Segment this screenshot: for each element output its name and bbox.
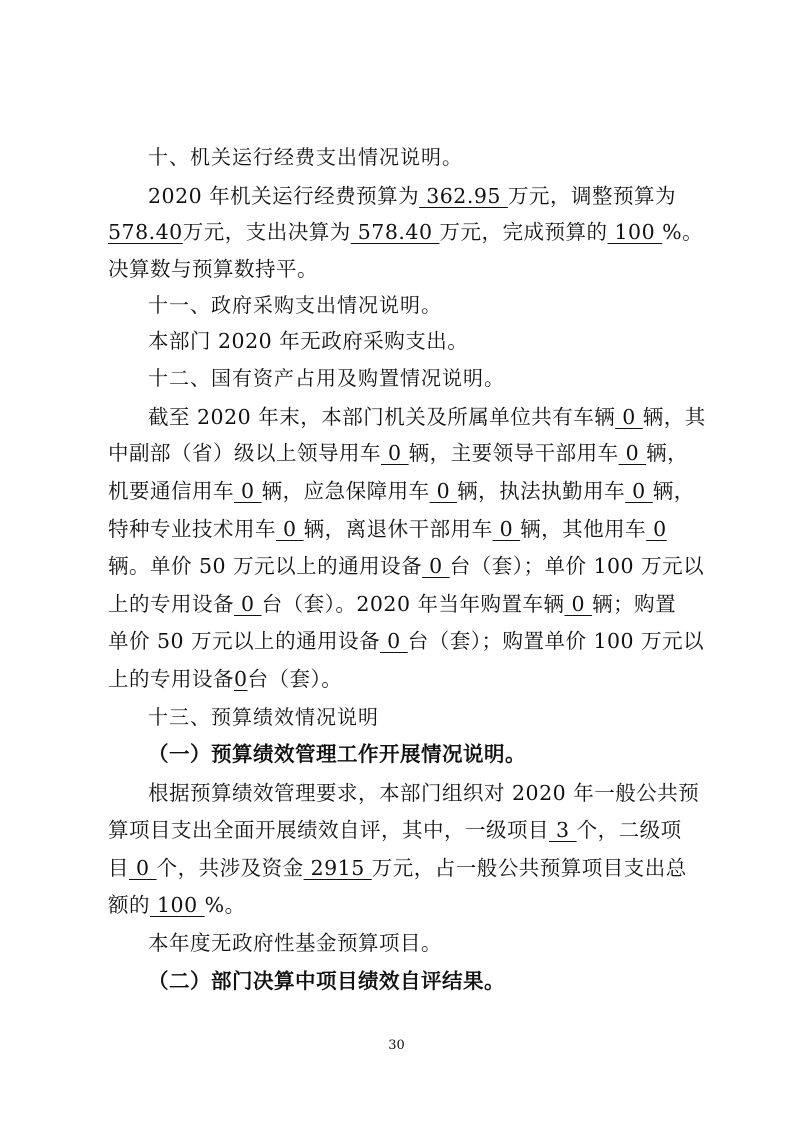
section-12-line-4	[108, 515, 667, 543]
section-13-line-1: 根据预算绩效管理要求，本部门组织对 2020 年一般公共预	[148, 781, 700, 805]
text: 辆，执法执勤用车	[457, 479, 626, 503]
value: 0	[625, 479, 653, 503]
section-12-line-6	[108, 590, 676, 618]
value: 0	[234, 667, 248, 691]
text: 台（套）；购置单价 100 万元以	[407, 629, 705, 653]
value: 0	[646, 517, 667, 541]
completion-percent: 100	[607, 220, 663, 244]
value: 0	[618, 441, 647, 465]
value: 0	[129, 856, 157, 880]
text: 辆，应急保障用车	[261, 479, 430, 503]
final-expenditure-value: 578.40	[350, 220, 440, 244]
section-10-line-2	[108, 218, 703, 246]
text: 中副部（省）级以上领导用车	[108, 441, 381, 465]
text: 辆，	[652, 479, 695, 503]
value: 0	[429, 479, 458, 503]
text: 个，共涉及资金	[156, 856, 304, 880]
value: 0	[276, 517, 304, 541]
value: 0	[234, 479, 262, 503]
text: 万元，支出决算为	[182, 220, 351, 244]
section-11-heading: 十一、政府采购支出情况说明。	[148, 293, 442, 317]
section-12-line-5	[108, 552, 704, 580]
text: 截至 2020 年末，本部门机关及所属单位共有车辆	[148, 405, 616, 429]
value: 0	[381, 441, 409, 465]
text: 辆，其他用车	[520, 517, 647, 541]
text: 额的	[108, 893, 150, 917]
text: 辆，	[646, 441, 689, 465]
section-13-line-2	[108, 816, 682, 844]
text: 台（套）。2020 年当年购置车辆	[261, 592, 565, 616]
section-12-heading: 十二、国有资产占用及购置情况说明。	[148, 366, 505, 390]
text: 上的专用设备	[108, 592, 234, 616]
value: 100	[150, 893, 205, 917]
text: 辆。单价 50 万元以上的通用设备	[108, 554, 423, 578]
value: 0	[492, 517, 521, 541]
section-11-text: 本部门 2020 年无政府采购支出。	[148, 329, 469, 353]
value: 0	[564, 592, 593, 616]
section-13-line-5: 本年度无政府性基金预算项目。	[148, 931, 442, 955]
text: 特种专业技术用车	[108, 517, 276, 541]
text: 目	[108, 856, 129, 880]
budget-value: 362.95	[419, 184, 508, 208]
text: %。	[204, 893, 246, 917]
section-12-line-1	[148, 403, 706, 431]
text: 机要通信用车	[108, 479, 234, 503]
section-12-line-3	[108, 477, 695, 505]
text: 2020 年机关运行经费预算为	[148, 184, 420, 208]
text: 个，二级项	[576, 818, 682, 842]
text: 万元，调整预算为	[507, 184, 676, 208]
text: 上的专用设备	[108, 667, 234, 691]
text: 辆，其	[642, 405, 706, 429]
value: 2915	[303, 856, 372, 880]
text: 万元，占一般公共预算项目支出总	[371, 856, 687, 880]
section-13-subheading-2: （二）部门决算中项目绩效自评结果。	[148, 969, 505, 993]
text: 台（套）。	[247, 667, 343, 691]
text: 辆，主要领导干部用车	[408, 441, 619, 465]
value: 3	[549, 818, 577, 842]
adjusted-budget-value: 578.40	[108, 220, 183, 244]
text: 万元，完成预算的	[439, 220, 608, 244]
page-number: 30	[388, 1038, 405, 1053]
text: 辆；购置	[592, 592, 677, 616]
section-12-line-8	[108, 665, 342, 693]
text: 算项目支出全面开展绩效自评，其中，一级项目	[108, 818, 549, 842]
text: 单价 50 万元以上的通用设备	[108, 629, 381, 653]
value: 0	[380, 629, 408, 653]
section-13-line-3	[108, 854, 687, 882]
section-10-line-1	[148, 182, 676, 210]
value: 0	[422, 554, 450, 578]
text: %。	[662, 220, 704, 244]
section-13-subheading-1: （一）预算绩效管理工作开展情况说明。	[148, 742, 526, 766]
section-10-line-3: 决算数与预算数持平。	[108, 257, 318, 281]
text: 台（套）；单价 100 万元以	[449, 554, 705, 578]
section-13-heading: 十三、预算绩效情况说明	[148, 705, 379, 729]
text: 辆，离退休干部用车	[303, 517, 493, 541]
section-12-line-2	[108, 439, 688, 467]
value: 0	[234, 592, 262, 616]
section-13-line-4	[108, 891, 246, 919]
vehicle-count: 0	[615, 405, 643, 429]
section-12-line-7	[108, 627, 704, 655]
section-10-heading: 十、机关运行经费支出情况说明。	[148, 145, 463, 169]
